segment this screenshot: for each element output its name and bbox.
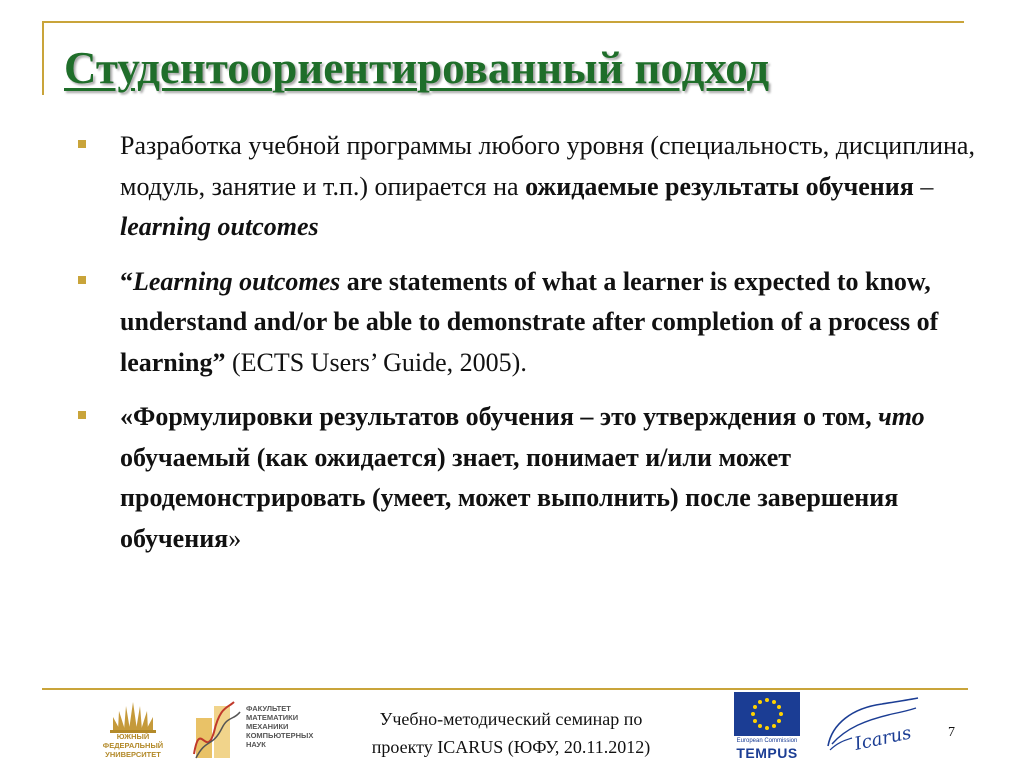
eu-flag-icon	[734, 692, 800, 736]
bullet-item	[78, 262, 978, 384]
sfu-wordmark: ЮЖНЫЙ ФЕДЕРАЛЬНЫЙ УНИВЕРСИТЕТ	[102, 732, 164, 759]
bullet-citation: (ECTS Users’ Guide, 2005).	[225, 347, 527, 377]
bullet-emphasis: ожидаемые результаты обучения	[525, 171, 914, 201]
tempus-logo	[734, 692, 800, 764]
icarus-signature-icon	[822, 694, 922, 762]
frame-left-rule	[42, 21, 44, 95]
frame-top-rule	[42, 21, 964, 23]
bullet-quote-text: обучаемый (как ожидается) знает, понимает и/или может продемонстрировать (умеет, может выполнить) после завершения обучения	[120, 442, 899, 553]
bullet-emphasis-italic: что	[878, 402, 925, 431]
bullet-item	[78, 126, 978, 248]
footer-rule	[42, 688, 968, 690]
sfu-emblem-icon	[82, 700, 184, 734]
bullet-text: –	[913, 171, 934, 201]
bullet-text: Разработка учебной программы любого уровня (специальность, дисциплина, модуль, занятие и т.п.) опирается на	[120, 131, 975, 201]
icarus-signature-text: Icarus	[852, 722, 914, 755]
footer-line-2: проекту ICARUS (ЮФУ, 20.11.2012)	[371, 737, 651, 757]
bullet-quote-close: »	[228, 523, 242, 553]
bullet-square-icon	[78, 276, 86, 284]
bullet-square-icon	[78, 140, 86, 148]
bullet-emphasis-italic: learning outcomes	[120, 212, 319, 241]
sfu-logo	[82, 700, 184, 762]
page-number: 7	[948, 725, 955, 740]
tempus-wordmark: TEMPUS	[736, 745, 798, 761]
bullet-emphasis-italic: Learning outcomes	[133, 266, 341, 296]
bullet-quote-open: “	[120, 266, 133, 296]
bullet-list	[78, 126, 978, 559]
tempus-caption: European Commission	[736, 738, 798, 744]
footer-line-1: Учебно-методический семинар по	[379, 709, 643, 729]
icarus-logo	[822, 694, 922, 762]
bullet-square-icon	[78, 411, 86, 419]
bullet-quote-text: «Формулировки результатов обучения – это утверждения о том,	[120, 402, 879, 431]
mmcs-curve-icon	[192, 698, 244, 764]
footer-caption	[336, 705, 686, 761]
bullet-quote-text: are statements of what a learner is expected to know, understand and/or be able to demonstrate after completion of a process of learning”	[120, 266, 939, 377]
mmcs-logo	[192, 698, 332, 764]
slide-title: Студентоориентированный подход	[64, 43, 770, 93]
bullet-item	[78, 397, 978, 559]
mmcs-wordmark: ФАКУЛЬТЕТ МАТЕМАТИКИ МЕХАНИКИ КОМПЬЮТЕРНЫХ НАУК	[246, 704, 314, 749]
